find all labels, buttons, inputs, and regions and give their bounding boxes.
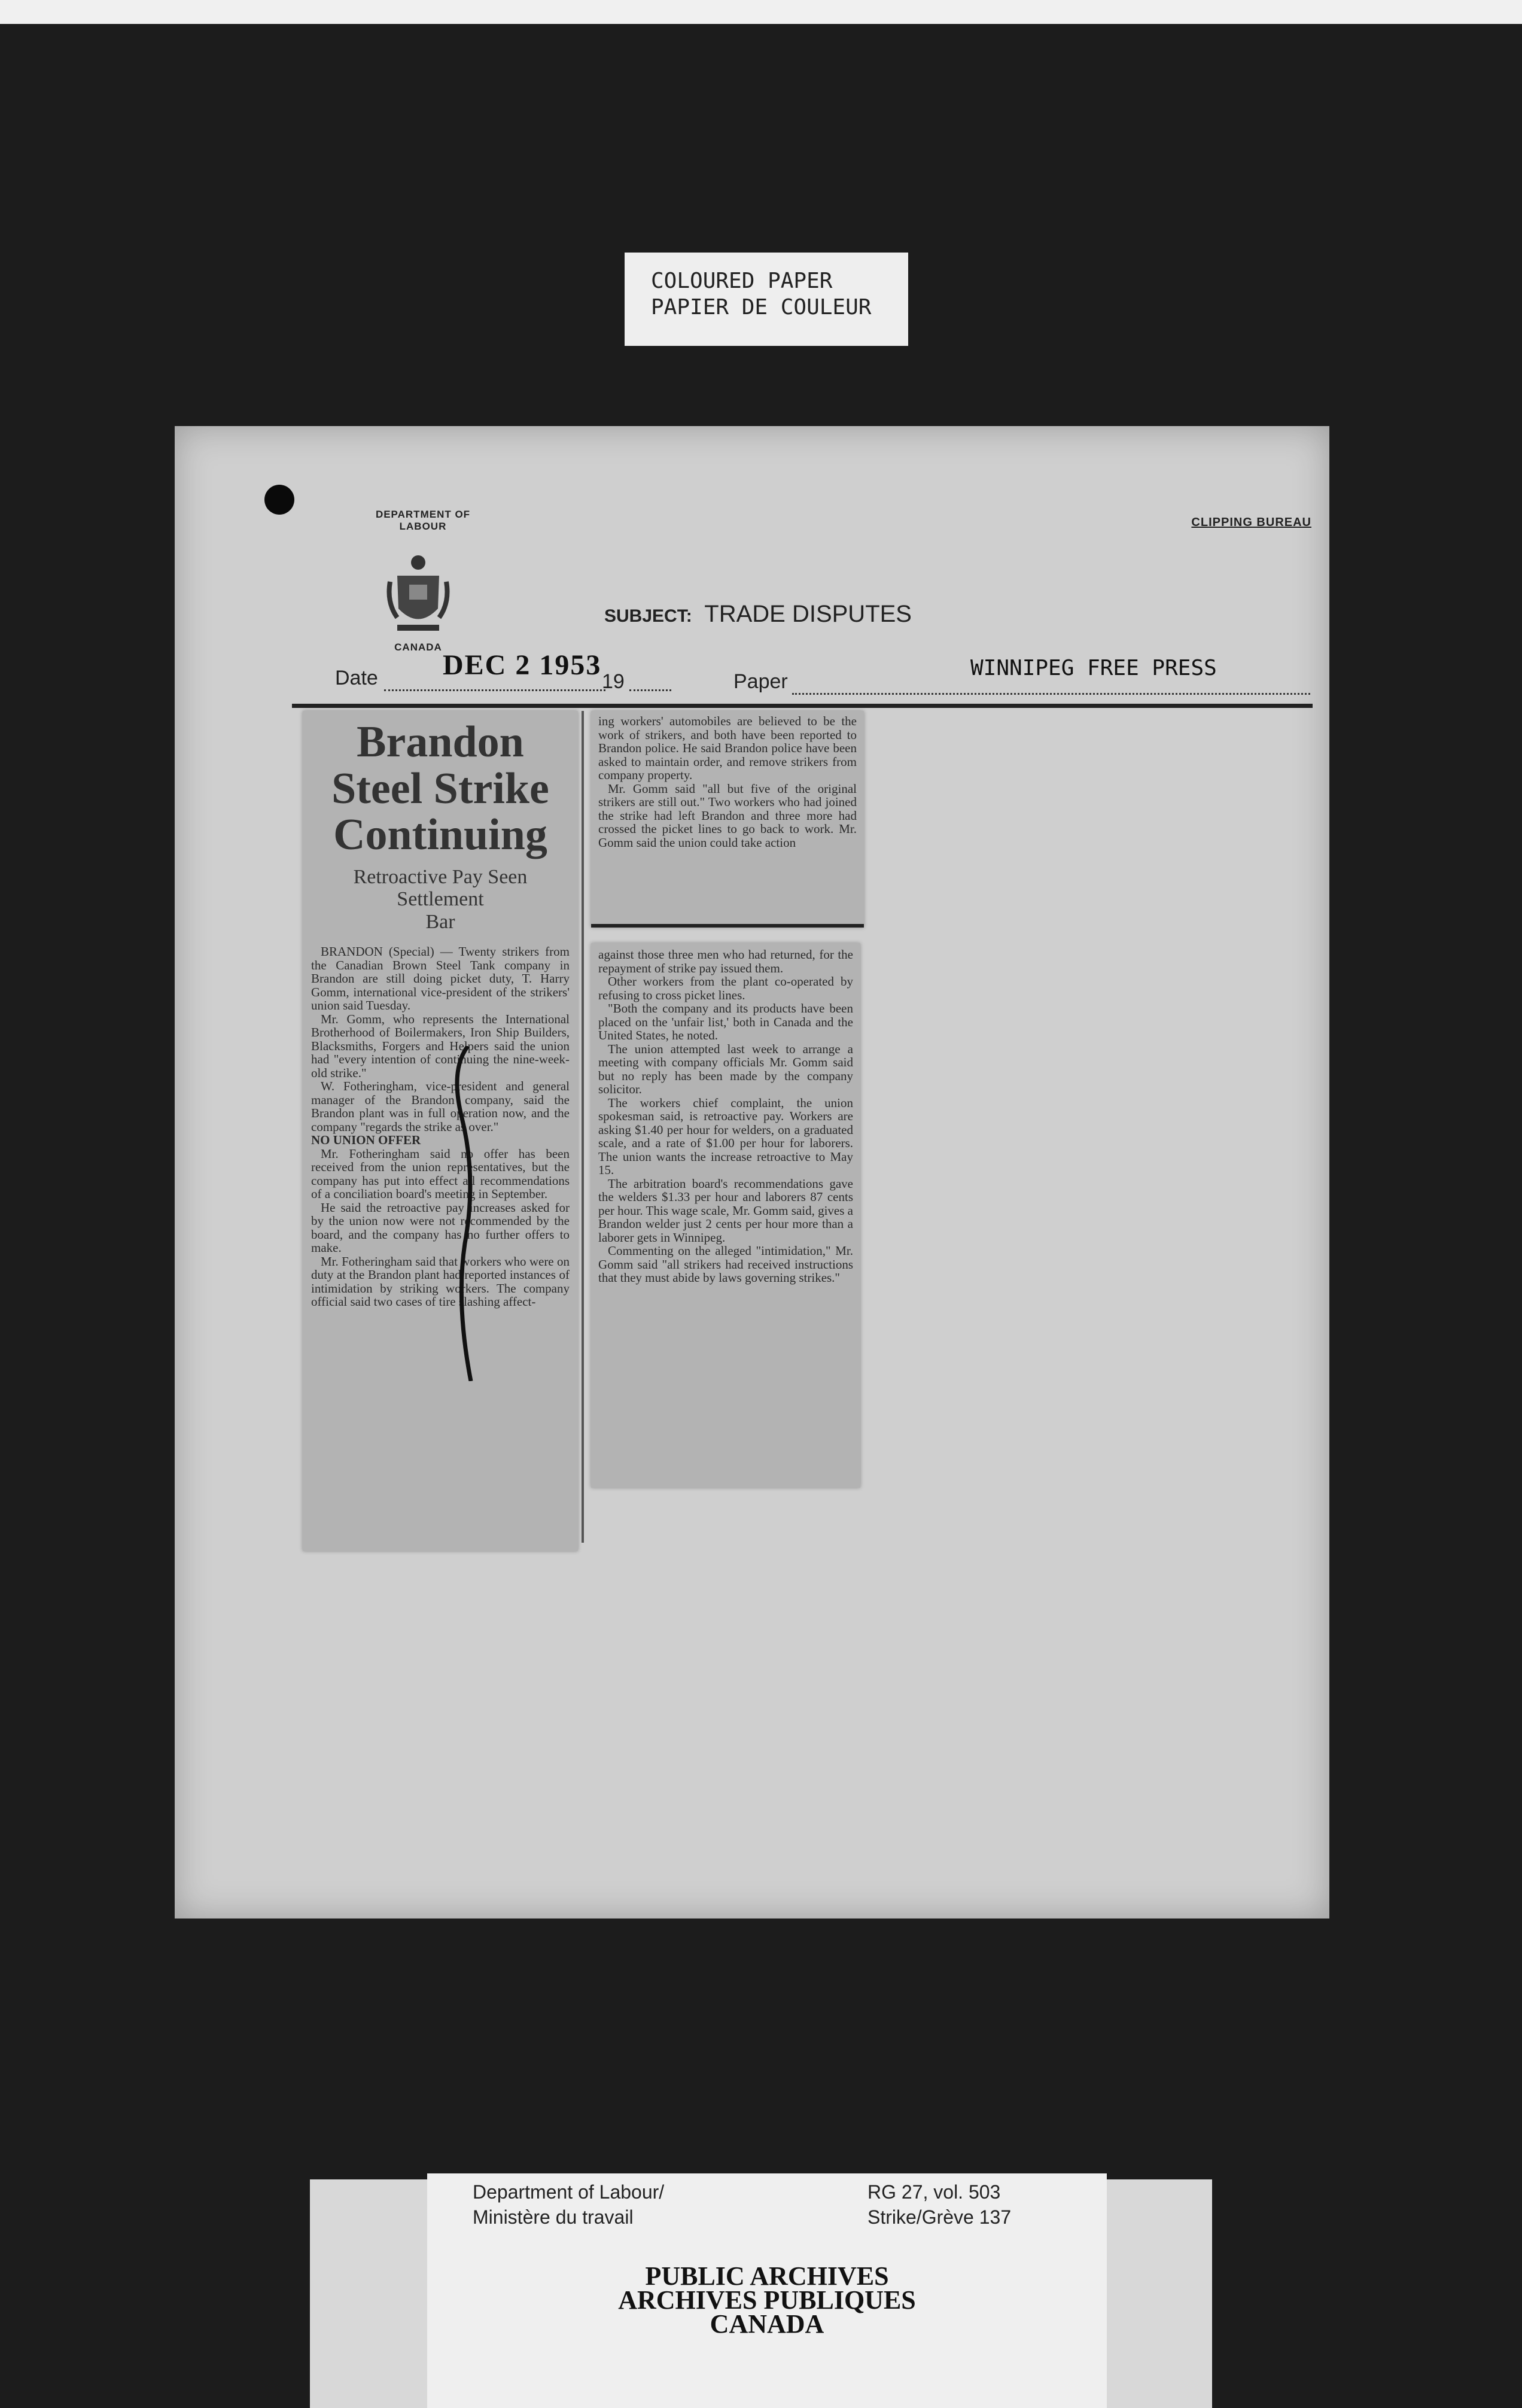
paragraph: ing workers' automobiles are believed to be the work of strikers, and both have been reported to Brandon police. He said Brandon police have been asked to maintain order, and remove strikers from company property. (598, 714, 857, 782)
label-line-french: PAPIER DE COULEUR (651, 295, 872, 320)
paragraph: Mr. Gomm said "all but five of the original strikers are still out." Two workers who had joined the strike had left Brandon and three more had crossed the picket lines to go back to work. Mr. Gomm said the union could take action (598, 781, 857, 850)
clipping-column-2-bottom (591, 943, 860, 1488)
clipping-column-1 (303, 711, 578, 1551)
paragraph: Mr. Fotheringham said that workers who were on duty at the Brandon plant had reported instances of intimidation by striking workers. The company official said two cases of tire slashing affect- (311, 1254, 570, 1309)
headline-line: Steel Strike (331, 764, 549, 813)
department-line-2: LABOUR (399, 521, 447, 532)
date-dotted-line (384, 689, 605, 691)
archive-stamp-line: CANADA (710, 2309, 824, 2339)
archive-dept-line: Department of Labour/ (473, 2181, 665, 2203)
subhead-line: Bar (425, 910, 455, 933)
paragraph: Mr. Gomm, who represents the International Brotherhood of Boilermakers, Iron Ship Builders, Blacksmiths, Forgers and Helpers said the union had "every intention of continuing the nine-week-old strike." (311, 1011, 570, 1080)
subject-line (604, 601, 912, 628)
clipping-bureau-label: CLIPPING BUREAU (1191, 516, 1311, 529)
article-headline (303, 711, 578, 859)
subhead-line: Retroactive Pay Seen (353, 866, 528, 889)
paragraph: "Both the company and its products have been placed on the 'unfair list,' both in Canada and the United States, he noted. (598, 1001, 853, 1042)
coat-of-arms-icon (385, 552, 451, 636)
department-header (360, 509, 486, 533)
paper-dotted-line (792, 693, 1310, 695)
paper-stamp: WINNIPEG FREE PRESS (970, 656, 1217, 680)
paragraph: Other workers from the plant co-operated by refusing to cross picket lines. (598, 974, 853, 1002)
subject-value: TRADE DISPUTES (704, 601, 912, 627)
archive-dept-line: Ministère du travail (473, 2206, 634, 2228)
section-subhead: NO UNION OFFER (311, 1133, 421, 1148)
header-rule (292, 704, 1313, 708)
archive-reference (867, 2179, 1011, 2230)
subject-label: SUBJECT: (604, 606, 692, 626)
top-edge-strip (0, 0, 1522, 24)
archive-department (473, 2179, 664, 2230)
article-body-col2-bottom (598, 948, 853, 1285)
archive-ref-line: Strike/Grève 137 (867, 2206, 1012, 2228)
date-label: Date (335, 667, 378, 689)
date-stamp: DEC 2 1953 (443, 649, 602, 681)
clipping-sheet (175, 426, 1329, 1919)
label-line-english: COLOURED PAPER (651, 269, 833, 293)
paragraph: Mr. Fotheringham said no offer has been received from the union representatives, but the company has put into effect all recommendations of a conciliation board's meeting in September. (311, 1146, 570, 1202)
paragraph: The union attempted last week to arrange a meeting with company officials Mr. Gomm said but no reply has been made by the company solicitor. (598, 1041, 853, 1096)
clipping-column-2-top (591, 711, 864, 928)
department-line-1: DEPARTMENT OF (375, 509, 471, 520)
year-dotted-line (629, 689, 671, 691)
article-body-col2-top (598, 715, 857, 849)
paper-label: Paper (733, 670, 788, 693)
archive-ref-line: RG 27, vol. 503 (867, 2181, 1001, 2203)
coloured-paper-label (625, 253, 908, 346)
paragraph: W. Fotheringham, vice-president and general manager of the Brandon company, said the Brandon plant was in full operation now, and the company "regards the strike as over." (311, 1079, 570, 1134)
paragraph: against those three men who had returned, for the repayment of strike pay issued them. (598, 947, 853, 975)
paragraph: He said the retroactive pay increases asked for by the union now were not recommended by the board, and the company has no further offers to make. (311, 1200, 570, 1255)
archive-stamp-line: ARCHIVES PUBLIQUES (618, 2285, 916, 2315)
headline-line: Brandon (357, 717, 524, 767)
punch-hole (264, 485, 294, 515)
archive-stamp-line: PUBLIC ARCHIVES (645, 2261, 889, 2291)
archive-label (427, 2173, 1107, 2408)
country-label: CANADA (394, 641, 442, 653)
paragraph: The workers chief complaint, the union spokesman said, is retroactive pay. Workers are asking $1.40 per hour for welders, on a graduated scale, and a rate of $1.00 per hour for laborers. The union wants the increase retroactive to May 15. (598, 1095, 853, 1177)
handwritten-mark-icon (444, 1046, 492, 1381)
archive-stamp (427, 2261, 1107, 2339)
paragraph: BRANDON (Special) — Twenty strikers from the Canadian Brown Steel Tank company in Brandon are still doing picket duty, T. Harry Gomm, international vice-president of the strikers' union said Tuesday. (311, 944, 570, 1013)
paragraph: The arbitration board's recommendations gave the welders $1.33 per hour and laborers 87 cents per hour. This wage scale, Mr. Gomm said, gives a Brandon welder just 2 cents per hour more than a laborer gets in Winnipeg. (598, 1176, 853, 1245)
column-divider (582, 711, 584, 1543)
article-body-col1 (311, 945, 570, 1309)
headline-line: Continuing (333, 810, 547, 860)
paragraph: Commenting on the alleged "intimidation," Mr. Gomm said "all strikers had received instructions that they must abide by laws governing strikes." (598, 1243, 853, 1285)
article-subheadline (303, 866, 578, 933)
subhead-line: Settlement (397, 888, 484, 911)
year-prefix: 19 (602, 670, 625, 693)
